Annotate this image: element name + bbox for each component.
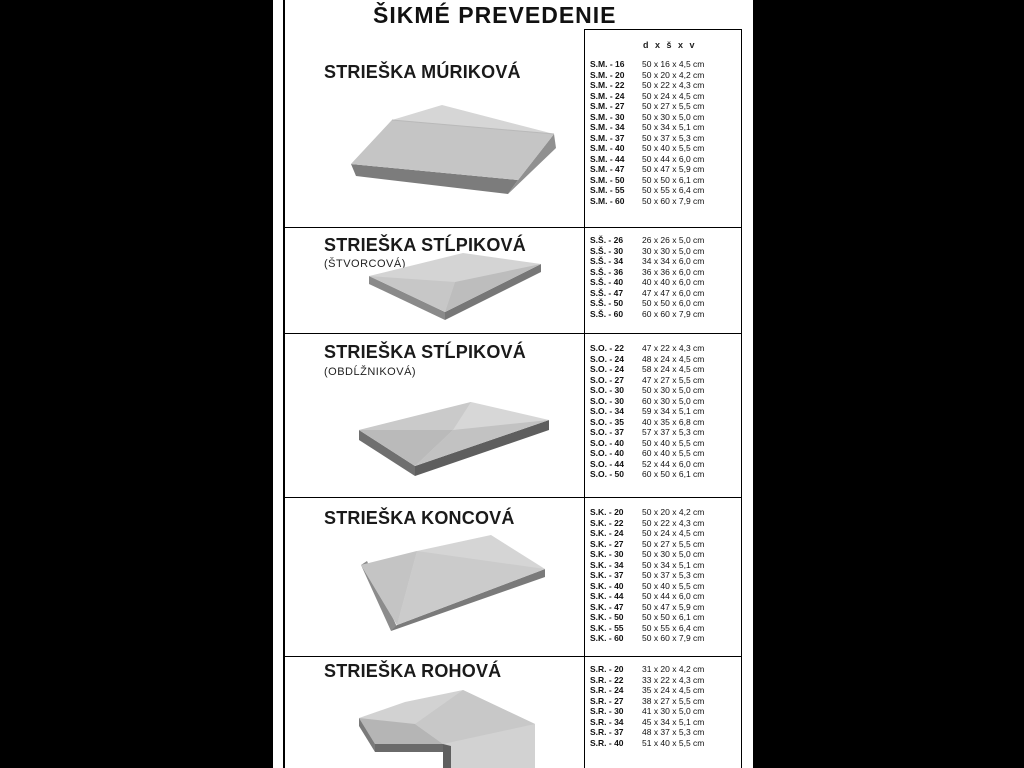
product-dimensions: 50 x 22 x 4,3 cm — [642, 80, 705, 90]
section-divider — [284, 227, 742, 228]
spec-row — [590, 235, 704, 246]
spec-row — [590, 727, 704, 738]
product-code: S.M. - 50 — [590, 174, 625, 185]
spec-row — [590, 591, 704, 602]
product-code: S.K. - 27 — [590, 538, 624, 549]
spec-row — [590, 143, 704, 154]
product-code: S.R. - 22 — [590, 674, 624, 685]
spec-row — [590, 80, 704, 91]
product-dimensions: 31 x 20 x 4,2 cm — [642, 664, 705, 674]
product-dimensions: 33 x 22 x 4,3 cm — [642, 674, 705, 685]
product-dimensions: 35 x 24 x 4,5 cm — [642, 685, 705, 695]
product-code: S.K. - 44 — [590, 591, 624, 601]
product-dimensions: 50 x 37 x 5,3 cm — [642, 132, 705, 143]
corner-coping-icon — [355, 684, 537, 768]
product-dimensions: 50 x 55 x 6,4 cm — [642, 185, 705, 195]
spec-row — [590, 675, 704, 686]
product-code: S.O. - 37 — [590, 427, 625, 437]
wall-coping-ridge-icon — [348, 100, 558, 195]
spec-row — [590, 602, 704, 613]
spec-row — [590, 70, 704, 81]
spec-row — [590, 417, 704, 428]
product-dimensions: 50 x 47 x 5,9 cm — [642, 601, 705, 612]
product-code: S.O. - 34 — [590, 406, 625, 416]
spec-row — [590, 438, 704, 449]
spec-row — [590, 448, 704, 459]
spec-row — [590, 154, 704, 165]
product-dimensions: 30 x 30 x 5,0 cm — [642, 245, 705, 256]
spec-row — [590, 59, 704, 70]
product-code: S.K. - 30 — [590, 549, 624, 559]
product-code: S.M. - 27 — [590, 101, 625, 111]
spec-list-murikova — [590, 59, 704, 206]
spec-row — [590, 633, 704, 644]
spec-row — [590, 112, 704, 123]
product-code: S.K. - 47 — [590, 601, 624, 612]
product-code: S.R. - 20 — [590, 664, 624, 674]
product-dimensions: 50 x 30 x 5,0 cm — [642, 385, 705, 395]
product-dimensions: 26 x 26 x 5,0 cm — [642, 235, 705, 245]
product-code: S.O. - 22 — [590, 343, 625, 353]
product-dimensions: 48 x 37 x 5,3 cm — [642, 727, 705, 737]
section-title-koncova: STRIEŠKA KONCOVÁ — [324, 508, 515, 528]
spec-row — [590, 738, 704, 749]
spec-row — [590, 507, 704, 518]
product-dimensions: 50 x 30 x 5,0 cm — [642, 549, 705, 559]
end-coping-icon — [357, 533, 549, 633]
spec-row — [590, 196, 704, 207]
spec-row — [590, 717, 704, 728]
product-code: S.Š. - 47 — [590, 287, 624, 298]
product-dimensions: 50 x 60 x 7,9 cm — [642, 633, 705, 643]
product-dimensions: 50 x 27 x 5,5 cm — [642, 101, 705, 111]
right-border — [741, 29, 742, 768]
column-divider — [584, 29, 585, 768]
product-code: S.O. - 24 — [590, 364, 625, 374]
spec-row — [590, 406, 704, 417]
spec-list-stvorcova — [590, 235, 704, 319]
spec-row — [590, 122, 704, 133]
product-code: S.K. - 50 — [590, 612, 624, 622]
table-top-rule — [584, 29, 742, 30]
spec-row — [590, 288, 704, 299]
spec-row — [590, 706, 704, 717]
spec-row — [590, 528, 704, 539]
spec-row — [590, 469, 704, 480]
rectangular-pillar-cap-icon — [353, 400, 553, 478]
product-dimensions: 50 x 40 x 5,5 cm — [642, 437, 705, 448]
product-code: S.K. - 37 — [590, 570, 624, 580]
product-dimensions: 50 x 50 x 6,1 cm — [642, 612, 705, 622]
product-code: S.Š. - 26 — [590, 235, 624, 245]
product-dimensions: 50 x 34 x 5,1 cm — [642, 122, 705, 132]
product-dimensions: 50 x 50 x 6,1 cm — [642, 174, 705, 185]
spec-row — [590, 396, 704, 407]
spec-row — [590, 612, 704, 623]
product-dimensions: 60 x 50 x 6,1 cm — [642, 469, 705, 479]
product-code: S.K. - 60 — [590, 633, 624, 643]
product-dimensions: 50 x 44 x 6,0 cm — [642, 591, 705, 601]
product-code: S.R. - 37 — [590, 727, 624, 737]
spec-row — [590, 246, 704, 257]
left-margin-rule — [283, 0, 285, 768]
spec-row — [590, 539, 704, 550]
spec-row — [590, 91, 704, 102]
spec-list-koncova — [590, 507, 704, 644]
product-dimensions: 40 x 35 x 6,8 cm — [642, 416, 705, 427]
product-dimensions: 36 x 36 x 6,0 cm — [642, 266, 705, 277]
section-divider — [284, 656, 742, 657]
product-code: S.Š. - 30 — [590, 245, 624, 256]
spec-row — [590, 343, 704, 354]
product-code: S.O. - 44 — [590, 458, 625, 469]
product-dimensions: 50 x 60 x 7,9 cm — [642, 195, 705, 206]
product-dimensions: 47 x 22 x 4,3 cm — [642, 343, 705, 353]
product-dimensions: 50 x 27 x 5,5 cm — [642, 538, 705, 549]
section-title-stlpikova-obdlznikova: STRIEŠKA STĹPIKOVÁ — [324, 342, 526, 362]
spec-row — [590, 518, 704, 529]
product-code: S.K. - 40 — [590, 580, 624, 591]
product-code: S.R. - 27 — [590, 695, 624, 706]
product-dimensions: 50 x 30 x 5,0 cm — [642, 111, 705, 122]
product-code: S.M. - 37 — [590, 132, 625, 143]
product-code: S.M. - 44 — [590, 153, 625, 164]
product-dimensions: 50 x 47 x 5,9 cm — [642, 164, 705, 174]
product-dimensions: 50 x 24 x 4,5 cm — [642, 90, 705, 101]
product-dimensions: 45 x 34 x 5,1 cm — [642, 716, 705, 727]
spec-row — [590, 427, 704, 438]
section-divider — [284, 333, 742, 334]
spec-row — [590, 185, 704, 196]
product-code: S.O. - 50 — [590, 469, 625, 479]
product-code: S.K. - 55 — [590, 622, 624, 633]
product-dimensions: 50 x 44 x 6,0 cm — [642, 153, 705, 164]
product-code: S.Š. - 34 — [590, 256, 624, 266]
product-code: S.Š. - 50 — [590, 298, 624, 308]
spec-row — [590, 581, 704, 592]
column-header-dims: d x š x v — [643, 40, 697, 50]
spec-row — [590, 570, 704, 581]
spec-row — [590, 375, 704, 386]
spec-row — [590, 549, 704, 560]
spec-row — [590, 664, 704, 675]
spec-list-obdlznikova — [590, 343, 704, 480]
spec-row — [590, 560, 704, 571]
product-dimensions: 60 x 30 x 5,0 cm — [642, 395, 705, 406]
spec-row — [590, 459, 704, 470]
spec-row — [590, 175, 704, 186]
product-dimensions: 52 x 44 x 6,0 cm — [642, 458, 705, 469]
section-title-stlpikova-stvorcova: STRIEŠKA STĹPIKOVÁ — [324, 235, 526, 255]
spec-row — [590, 696, 704, 707]
spec-row — [590, 267, 704, 278]
spec-row — [590, 364, 704, 375]
product-code: S.K. - 20 — [590, 507, 624, 517]
product-code: S.R. - 30 — [590, 706, 624, 716]
product-code: S.M. - 20 — [590, 69, 625, 80]
spec-row — [590, 133, 704, 144]
product-code: S.O. - 35 — [590, 416, 625, 427]
product-dimensions: 58 x 24 x 4,5 cm — [642, 364, 705, 374]
product-code: S.K. - 22 — [590, 517, 624, 528]
product-dimensions: 47 x 47 x 6,0 cm — [642, 287, 705, 298]
product-dimensions: 50 x 20 x 4,2 cm — [642, 507, 705, 517]
product-dimensions: 48 x 24 x 4,5 cm — [642, 353, 705, 364]
product-dimensions: 41 x 30 x 5,0 cm — [642, 706, 705, 716]
product-dimensions: 50 x 40 x 5,5 cm — [642, 580, 705, 591]
spec-row — [590, 277, 704, 288]
section-title-rohova: STRIEŠKA ROHOVÁ — [324, 661, 502, 681]
section-subtitle-stvorcova: (ŠTVORCOVÁ) — [324, 258, 406, 270]
product-dimensions: 50 x 24 x 4,5 cm — [642, 528, 705, 538]
product-dimensions: 51 x 40 x 5,5 cm — [642, 737, 705, 748]
product-code: S.M. - 22 — [590, 80, 625, 90]
spec-row — [590, 685, 704, 696]
product-code: S.O. - 40 — [590, 437, 625, 448]
product-code: S.O. - 30 — [590, 385, 625, 395]
section-subtitle-obdlznikova: (OBDĹŽNIKOVÁ) — [324, 366, 417, 378]
product-code: S.Š. - 60 — [590, 308, 624, 319]
product-dimensions: 60 x 40 x 5,5 cm — [642, 448, 705, 458]
product-dimensions: 50 x 37 x 5,3 cm — [642, 570, 705, 580]
product-dimensions: 50 x 16 x 4,5 cm — [642, 59, 705, 69]
product-code: S.Š. - 36 — [590, 266, 624, 277]
spec-row — [590, 164, 704, 175]
spec-row — [590, 385, 704, 396]
product-dimensions: 50 x 34 x 5,1 cm — [642, 559, 705, 570]
product-dimensions: 60 x 60 x 7,9 cm — [642, 308, 705, 319]
product-code: S.K. - 34 — [590, 559, 624, 570]
product-dimensions: 40 x 40 x 6,0 cm — [642, 277, 705, 287]
product-code: S.O. - 27 — [590, 374, 625, 385]
product-dimensions: 50 x 20 x 4,2 cm — [642, 69, 705, 80]
product-dimensions: 50 x 40 x 5,5 cm — [642, 143, 705, 153]
spec-row — [590, 354, 704, 365]
spec-row — [590, 101, 704, 112]
product-code: S.M. - 60 — [590, 195, 625, 206]
section-title-murikova: STRIEŠKA MÚRIKOVÁ — [324, 62, 521, 82]
spec-row — [590, 298, 704, 309]
product-dimensions: 59 x 34 x 5,1 cm — [642, 406, 705, 416]
product-code: S.M. - 30 — [590, 111, 625, 122]
product-code: S.O. - 24 — [590, 353, 625, 364]
product-code: S.O. - 30 — [590, 395, 625, 406]
product-dimensions: 50 x 55 x 6,4 cm — [642, 622, 705, 633]
product-code: S.M. - 16 — [590, 59, 625, 69]
product-dimensions: 38 x 27 x 5,5 cm — [642, 695, 705, 706]
product-code: S.O. - 40 — [590, 448, 625, 458]
square-pillar-cap-icon — [365, 252, 545, 324]
catalog-page — [273, 0, 753, 768]
spec-list-rohova — [590, 664, 704, 748]
product-code: S.R. - 34 — [590, 716, 624, 727]
product-code: S.K. - 24 — [590, 528, 624, 538]
product-code: S.M. - 40 — [590, 143, 625, 153]
product-dimensions: 50 x 22 x 4,3 cm — [642, 517, 705, 528]
product-code: S.M. - 47 — [590, 164, 625, 174]
product-dimensions: 50 x 50 x 6,0 cm — [642, 298, 705, 308]
product-dimensions: 47 x 27 x 5,5 cm — [642, 374, 705, 385]
product-code: S.M. - 34 — [590, 122, 625, 132]
section-divider — [284, 497, 742, 498]
spec-row — [590, 256, 704, 267]
product-code: S.M. - 24 — [590, 90, 625, 101]
spec-row — [590, 623, 704, 634]
product-code: S.Š. - 40 — [590, 277, 624, 287]
product-code: S.R. - 24 — [590, 685, 624, 695]
spec-row — [590, 309, 704, 320]
product-code: S.R. - 40 — [590, 737, 624, 748]
page-title: ŠIKMÉ PREVEDENIE — [373, 2, 617, 28]
product-code: S.M. - 55 — [590, 185, 625, 195]
product-dimensions: 34 x 34 x 6,0 cm — [642, 256, 705, 266]
product-dimensions: 57 x 37 x 5,3 cm — [642, 427, 705, 437]
